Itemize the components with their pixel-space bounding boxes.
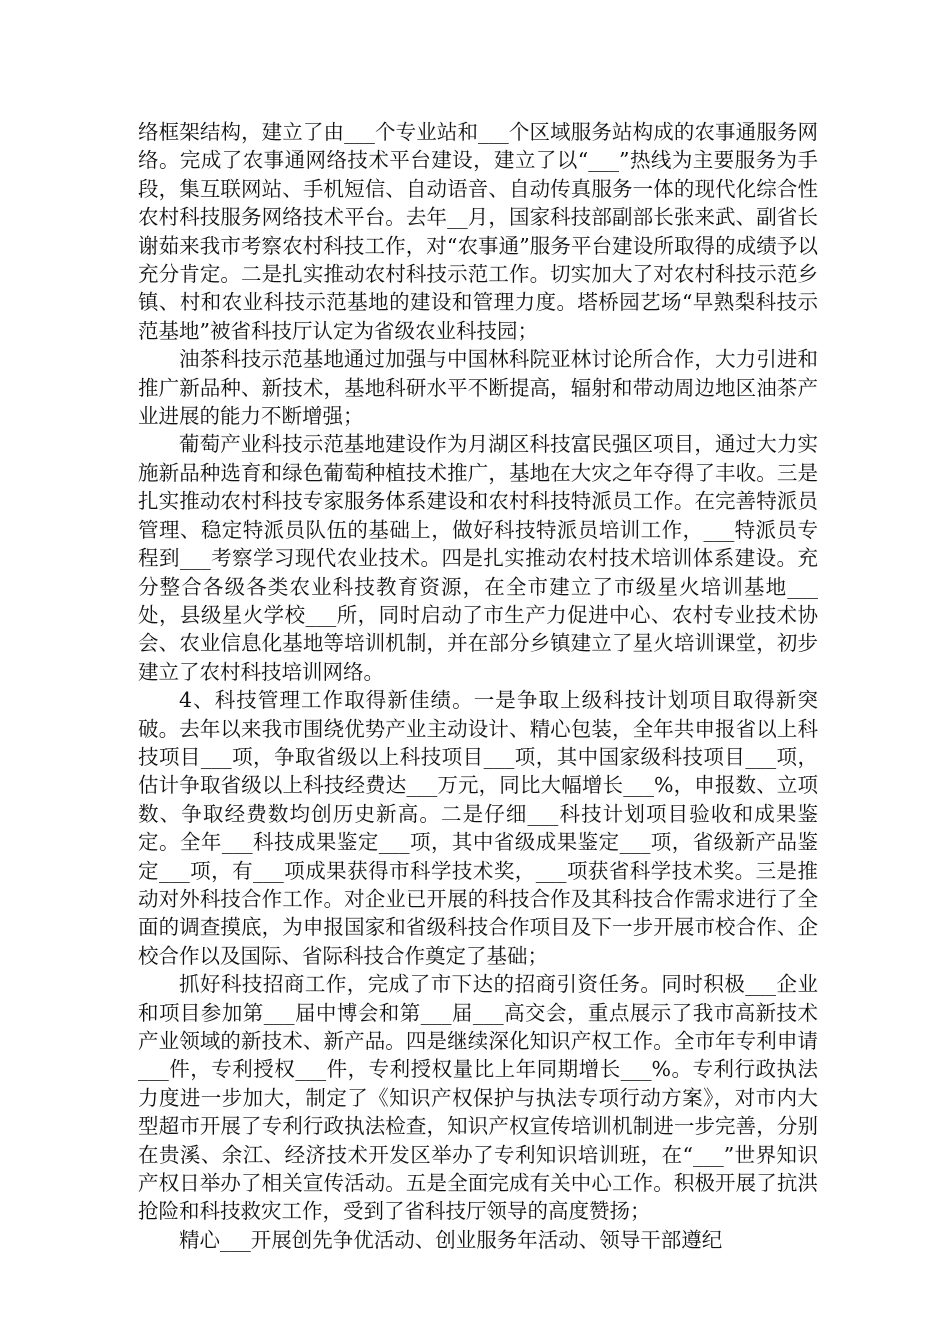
paragraph-tech-management: 4、科技管理工作取得新佳绩。一是争取上级科技计划项目取得新突破。去年以来我市围绕优势产业主动设计、精心包装，全年共申报省以上科技项目___项，争取省级以上科技项目___项，其中国家级科技项目___项，估计争取省级以上科技经费达___万元，同比大幅增长___%，申报数、立项数、争取经费数均创历史新高。二是仔细___科技计划项目验收和成果鉴定。全年___科技成果鉴定___项，其中省级成果鉴定___项，省级新产品鉴定___项，有___项成果获得市科学技术奖，___项获省科学技术奖。三是推动对外科技合作工作。对企业已开展的科技合作及其科技合作需求进行了全面的调查摸底，为申报国家和省级科技合作项目及下一步开展市校合作、企校合作以及国际、省际科技合作奠定了基础；	[138, 688, 818, 968]
paragraph-activities: 精心___开展创先争优活动、创业服务年活动、领导干部遵纪	[179, 1227, 723, 1252]
paragraph-oil-tea-base: 油茶科技示范基地通过加强与中国林科院亚林讨论所合作，大力引进和推广新品种、新技术，基地科研水平不断提高，辐射和带动周边地区油茶产业进展的能力不断增强；	[138, 347, 818, 429]
paragraph-investment-ip: 抓好科技招商工作，完成了市下达的招商引资任务。同时积极___企业和项目参加第___届中博会和第___届___高交会，重点展示了我市高新技术产业领域的新技术、新产品。四是继续深化知识产权工作。全市年专利申请___件，专利授权___件，专利授权量比上年同期增长___%。专利行政执法力度进一步加大，制定了《知识产权保护与执法专项行动方案》，对市内大型超市开展了专利行政执法检查，知识产权宣传培训机制进一步完善，分别在贵溪、余江、经济技术开发区举办了专利知识培训班，在“___”世界知识产权日举办了相关宣传活动。五是全面完成有关中心工作。积极开展了抗洪抢险和科技救灾工作，受到了省科技厅领导的高度赞扬；	[138, 972, 818, 1224]
paragraph-grape-base: 葡萄产业科技示范基地建设作为月湖区科技富民强区项目，通过大力实施新品种选育和绿色葡萄种植技术推广，基地在大灾之年夺得了丰收。三是扎实推动农村科技专家服务体系建设和农村科技特派员工作。在完善特派员管理、稳定特派员队伍的基础上，做好科技特派员培训工作，___特派员专程到___考察学习现代农业技术。四是扎实推动农村技术培训体系建设。充分整合各级各类农业科技教育资源，在全市建立了市级星火培训基地___处，县级星火学校___所，同时启动了市生产力促进中心、农村专业技术协会、农业信息化基地等培训机制，并在部分乡镇建立了星火培训课堂，初步建立了农村科技培训网络。	[138, 432, 818, 684]
document-body	[138, 118, 818, 1254]
paragraph-network-structure: 络框架结构，建立了由___个专业站和___个区域服务站构成的农事通服务网络。完成了农事通网络技术平台建设，建立了以“___”热线为主要服务为手段，集互联网站、手机短信、自动语音、自动传真服务一体的现代化综合性农村科技服务网络技术平台。去年__月，国家科技部副部长张来武、副省长谢茹来我市考察农村科技工作，对“农事通”服务平台建设所取得的成绩予以充分肯定。二是扎实推动农村科技示范工作。切实加大了对农村科技示范乡镇、村和农业科技示范基地的建设和管理力度。塔桥园艺场“早熟梨科技示范基地”被省科技厅认定为省级农业科技园；	[138, 120, 818, 343]
